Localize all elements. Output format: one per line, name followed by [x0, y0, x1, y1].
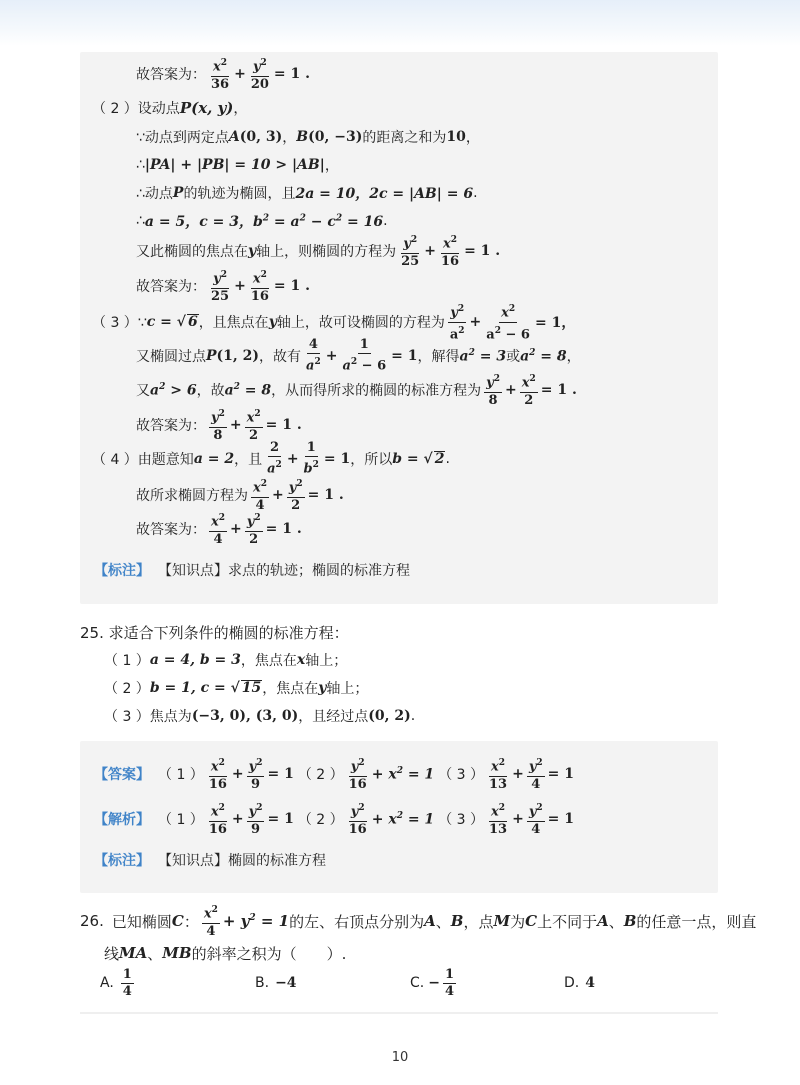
step-2-line-1: ∵动点到两定点 A (0, 3) ， B (0, −3) 的距离之和为 10 ， [136, 129, 480, 146]
q25-answer-line: 【答案】 （ 1 ） $\frac{x^2}{16}$ + $\frac{y^2}{9}$ = 1 （ 2 ） $\frac{y^2}{16}$ + $x^2 = 1$ （ 3 ） $\frac{x^2}{13}$ + $\frac{y^2}{4}$ = 1 [94, 759, 574, 789]
answer-line-4: 故答案为： $\frac{x^2}{4}$ + $\frac{y^2}{2}$ = 1 . [136, 514, 302, 544]
q25-analysis-line: 【解析】 （ 1 ） $\frac{x^2}{16}$ + $\frac{y^2}{9}$ = 1 （ 2 ） $\frac{y^2}{16}$ + $x^2 = 1$ （ 3 ） $\frac{x^2}{13}$ + $\frac{y^2}{4}$ = 1 [94, 804, 574, 834]
note-line-1: 【标注】 【知识点】求点的轨迹；椭圆的标准方程 [94, 555, 410, 585]
header-band [0, 0, 800, 46]
analysis-tag: 【解析】 [94, 812, 150, 828]
step-2-line-4: ∴ a = 5，c = 3，$b^2 = a^2 - c^2 = 16$ . [136, 213, 388, 230]
q26-option-c[interactable]: C. − $\frac{1}{4}$ [410, 966, 455, 999]
step-3-line-2: 又 $a^2 > 6$ ，故 $a^2 = 8$ ，从而得所求的椭圆的标准方程为 $\frac{y^2}{8}$ + $\frac{x^2}{2}$ = 1 . [136, 375, 577, 405]
q26-stem-line-1: 26. 已知椭圆 C ： $\frac{x^2}{4}$ + $y^2 = 1$ 的左、右顶点分别为 A 、 B ，点 M 为 C 上不同于 A 、 B 的任意一点，则直 [80, 906, 756, 936]
q25-stem: 25. 求适合下列条件的椭圆的标准方程： [80, 623, 349, 642]
note-tag-2: 【标注】 [94, 853, 150, 869]
note-tag: 【标注】 [94, 563, 150, 579]
q26-option-b[interactable]: B. −4 [255, 975, 297, 991]
step-4-line-1: 故所求椭圆方程为 $\frac{x^2}{4}$ + $\frac{y^2}{2}$ = 1 . [136, 480, 344, 510]
step-2-line-2: ∴ |PA| + |PB| = 10 > |AB| ， [136, 157, 339, 174]
step-2-header: （ 2 ）设动点 P(x, y) ， [92, 99, 248, 117]
answer-line-3: 故答案为： $\frac{y^2}{8}$ + $\frac{x^2}{2}$ = 1 . [136, 410, 302, 440]
q26-stem-line-2: 线 MA 、 MB 的斜率之积为（ ）. [104, 944, 347, 963]
note-line-2: 【标注】 【知识点】椭圆的标准方程 [94, 845, 326, 875]
answer-tag: 【答案】 [94, 767, 150, 783]
step-3-line-1: 又椭圆过点 P (1, 2) ，故有 $\frac{4}{a^2}$ + $\frac{1}{a^2 - 6}$ = 1 ，解得 $a^2 = 3$ 或 $a^2 = 8$ ， [136, 337, 581, 374]
separator [80, 1012, 718, 1014]
step-4-header: （ 4 ）由题意知 a = 2 ，且 $\frac{2}{a^2}$ + $\frac{1}{b^2}$ = 1 ，所以 b = √ 2 . [92, 440, 450, 477]
step-2-line-5: 又此椭圆的焦点在 y 轴上，则椭圆的方程为 $\frac{y^2}{25}$ + $\frac{x^2}{16}$ = 1 . [136, 236, 500, 266]
answer-line-2: 故答案为： $\frac{y^2}{25}$ + $\frac{x^2}{16}$ = 1 . [136, 271, 310, 301]
q25-condition-3: （ 3 ）焦点为 (−3, 0), (3, 0) ，且经过点 (0, 2) . [104, 708, 416, 725]
page-number: 10 [391, 1050, 409, 1065]
answer-line-1: 故答案为： $\frac{x^2}{36}$ + $\frac{y^2}{20}$ = 1 . [136, 59, 310, 89]
q25-condition-1: （ 1 ） a = 4, b = 3 ， 焦点在 x 轴上； [104, 652, 348, 669]
step-3-header: （ 3 ）∵ c = √ 6 ，且焦点在 y 轴上，故可设椭圆的方程为 $\frac{y^2}{a^2}$ + $\frac{x^2}{a^2 - 6}$ = 1， [92, 307, 575, 337]
q26-option-d[interactable]: D. 4 [564, 975, 595, 991]
q25-condition-2: （ 2 ） b = 1, c = √ 15 ， 焦点在 y 轴上； [104, 680, 369, 697]
q26-option-a[interactable]: A. $\frac{1}{4}$ [100, 966, 132, 999]
step-2-line-3: ∴动点 P 的轨迹为椭圆，且 2a = 10，2c = |AB| = 6 . [136, 185, 478, 202]
